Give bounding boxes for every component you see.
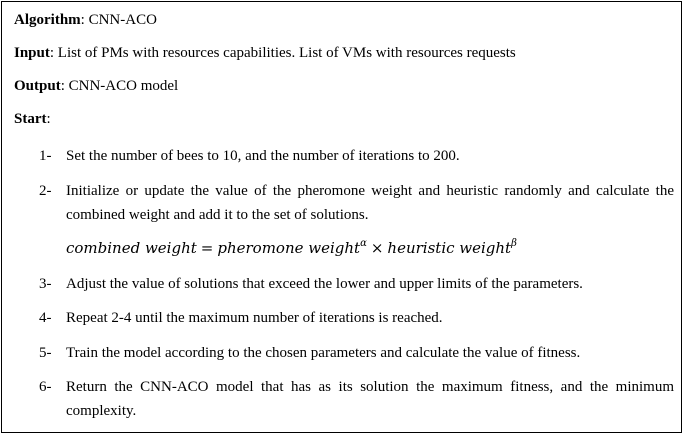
step-6-text-line-1: Return the CNN-ACO model that has as its solution the maximum fitness, and the minimum bbox=[66, 379, 674, 395]
start-sep: : bbox=[46, 111, 51, 127]
combined-weight-formula bbox=[66, 239, 517, 257]
formula-lhs: combined weight bbox=[66, 239, 197, 257]
formula-exponent-alpha: α bbox=[360, 238, 367, 249]
step-2-number: 2- bbox=[39, 183, 52, 199]
step-3-number: 3- bbox=[39, 276, 52, 292]
input-label: Input bbox=[14, 45, 50, 61]
formula-term-2: heuristic weight bbox=[387, 239, 512, 257]
step-1-number: 1- bbox=[39, 148, 52, 164]
input-sep: : bbox=[49, 45, 58, 61]
output-line bbox=[14, 77, 178, 95]
step-1-text: Set the number of bees to 10, and the number of iterations to 200. bbox=[66, 148, 460, 164]
step-3-text: Adjust the value of solutions that exceed the lower and upper limits of the parameters. bbox=[66, 276, 583, 292]
output-sep: : bbox=[60, 78, 69, 94]
formula-term-1: pheromone weight bbox=[217, 239, 361, 257]
step-2-text-line-1: Initialize or update the value of the pheromone weight and heuristic randomly and calculate the bbox=[66, 183, 674, 199]
output-value: CNN-ACO model bbox=[68, 78, 179, 94]
step-6-number: 6- bbox=[39, 379, 52, 395]
step-2-text-line-2: combined weight and add it to the set of solutions. bbox=[66, 207, 369, 223]
formula-exponent-beta: β bbox=[511, 238, 517, 249]
algorithm-sep: : bbox=[80, 12, 89, 28]
algorithm-label: Algorithm bbox=[14, 12, 81, 28]
step-5-text: Train the model according to the chosen parameters and calculate the value of fitness. bbox=[66, 345, 581, 361]
step-4-text: Repeat 2-4 until the maximum number of iterations is reached. bbox=[66, 310, 443, 326]
formula-equals: = bbox=[200, 239, 214, 257]
step-6-text-line-2: complexity. bbox=[66, 403, 137, 419]
algorithm-box bbox=[1, 1, 682, 433]
input-value: List of PMs with resources capabilities. List of VMs with resources requests bbox=[57, 45, 516, 61]
algorithm-line bbox=[14, 11, 157, 29]
start-label: Start bbox=[14, 111, 47, 127]
input-line bbox=[14, 44, 516, 62]
algorithm-value: CNN-ACO bbox=[88, 12, 157, 28]
step-5-number: 5- bbox=[39, 345, 52, 361]
step-4-number: 4- bbox=[39, 310, 52, 326]
formula-times: × bbox=[370, 239, 384, 257]
start-line bbox=[14, 110, 51, 128]
output-label: Output bbox=[14, 78, 61, 94]
